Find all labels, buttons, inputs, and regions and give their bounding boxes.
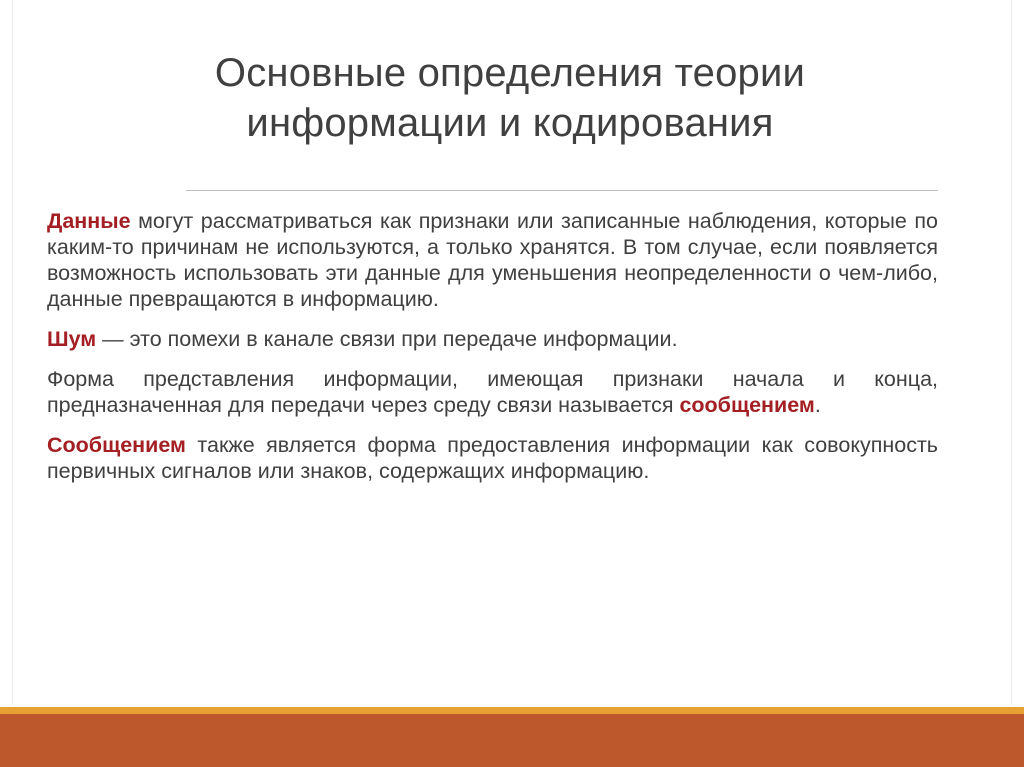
paragraph-noise-definition: [47, 326, 938, 352]
footer-accent-stripe: [0, 707, 1024, 714]
paragraph-text: также является форма предоставления информации как совокупность первичных сигналов или знаков, содержащих информацию.: [47, 433, 938, 483]
paragraph-text: могут рассматриваться как признаки или записанные наблюдения, которые по каким-то причинам не используются, а только хранятся. В том случае, если появляется возможность использовать эти данные для уменьшения неопределенности о чем-либо, данные превращаются в информацию.: [47, 209, 938, 311]
term-soobshcheniem: сообщением: [679, 393, 815, 417]
footer-bar: [0, 714, 1024, 767]
term-dannye: Данные: [47, 209, 131, 233]
paragraph-data-definition: [47, 208, 938, 312]
paragraph-text: Форма представления информации, имеющая признаки начала и конца, предназначенная для передачи через среду связи называется: [47, 367, 938, 417]
paragraph-end: .: [814, 393, 821, 417]
term-soobshcheniem-2: Сообщением: [47, 433, 186, 457]
title-divider: [186, 190, 938, 191]
paragraph-message-definition: [47, 432, 938, 484]
slide-title: [100, 48, 920, 148]
paragraph-text: — это помехи в канале связи при передаче информации.: [96, 327, 678, 351]
title-line-1: Основные определения теории: [214, 51, 806, 95]
slide-body: [47, 208, 938, 498]
paragraph-message-form: [47, 366, 938, 418]
term-shum: Шум: [47, 327, 97, 351]
title-line-2: информации и кодирования: [246, 101, 774, 145]
